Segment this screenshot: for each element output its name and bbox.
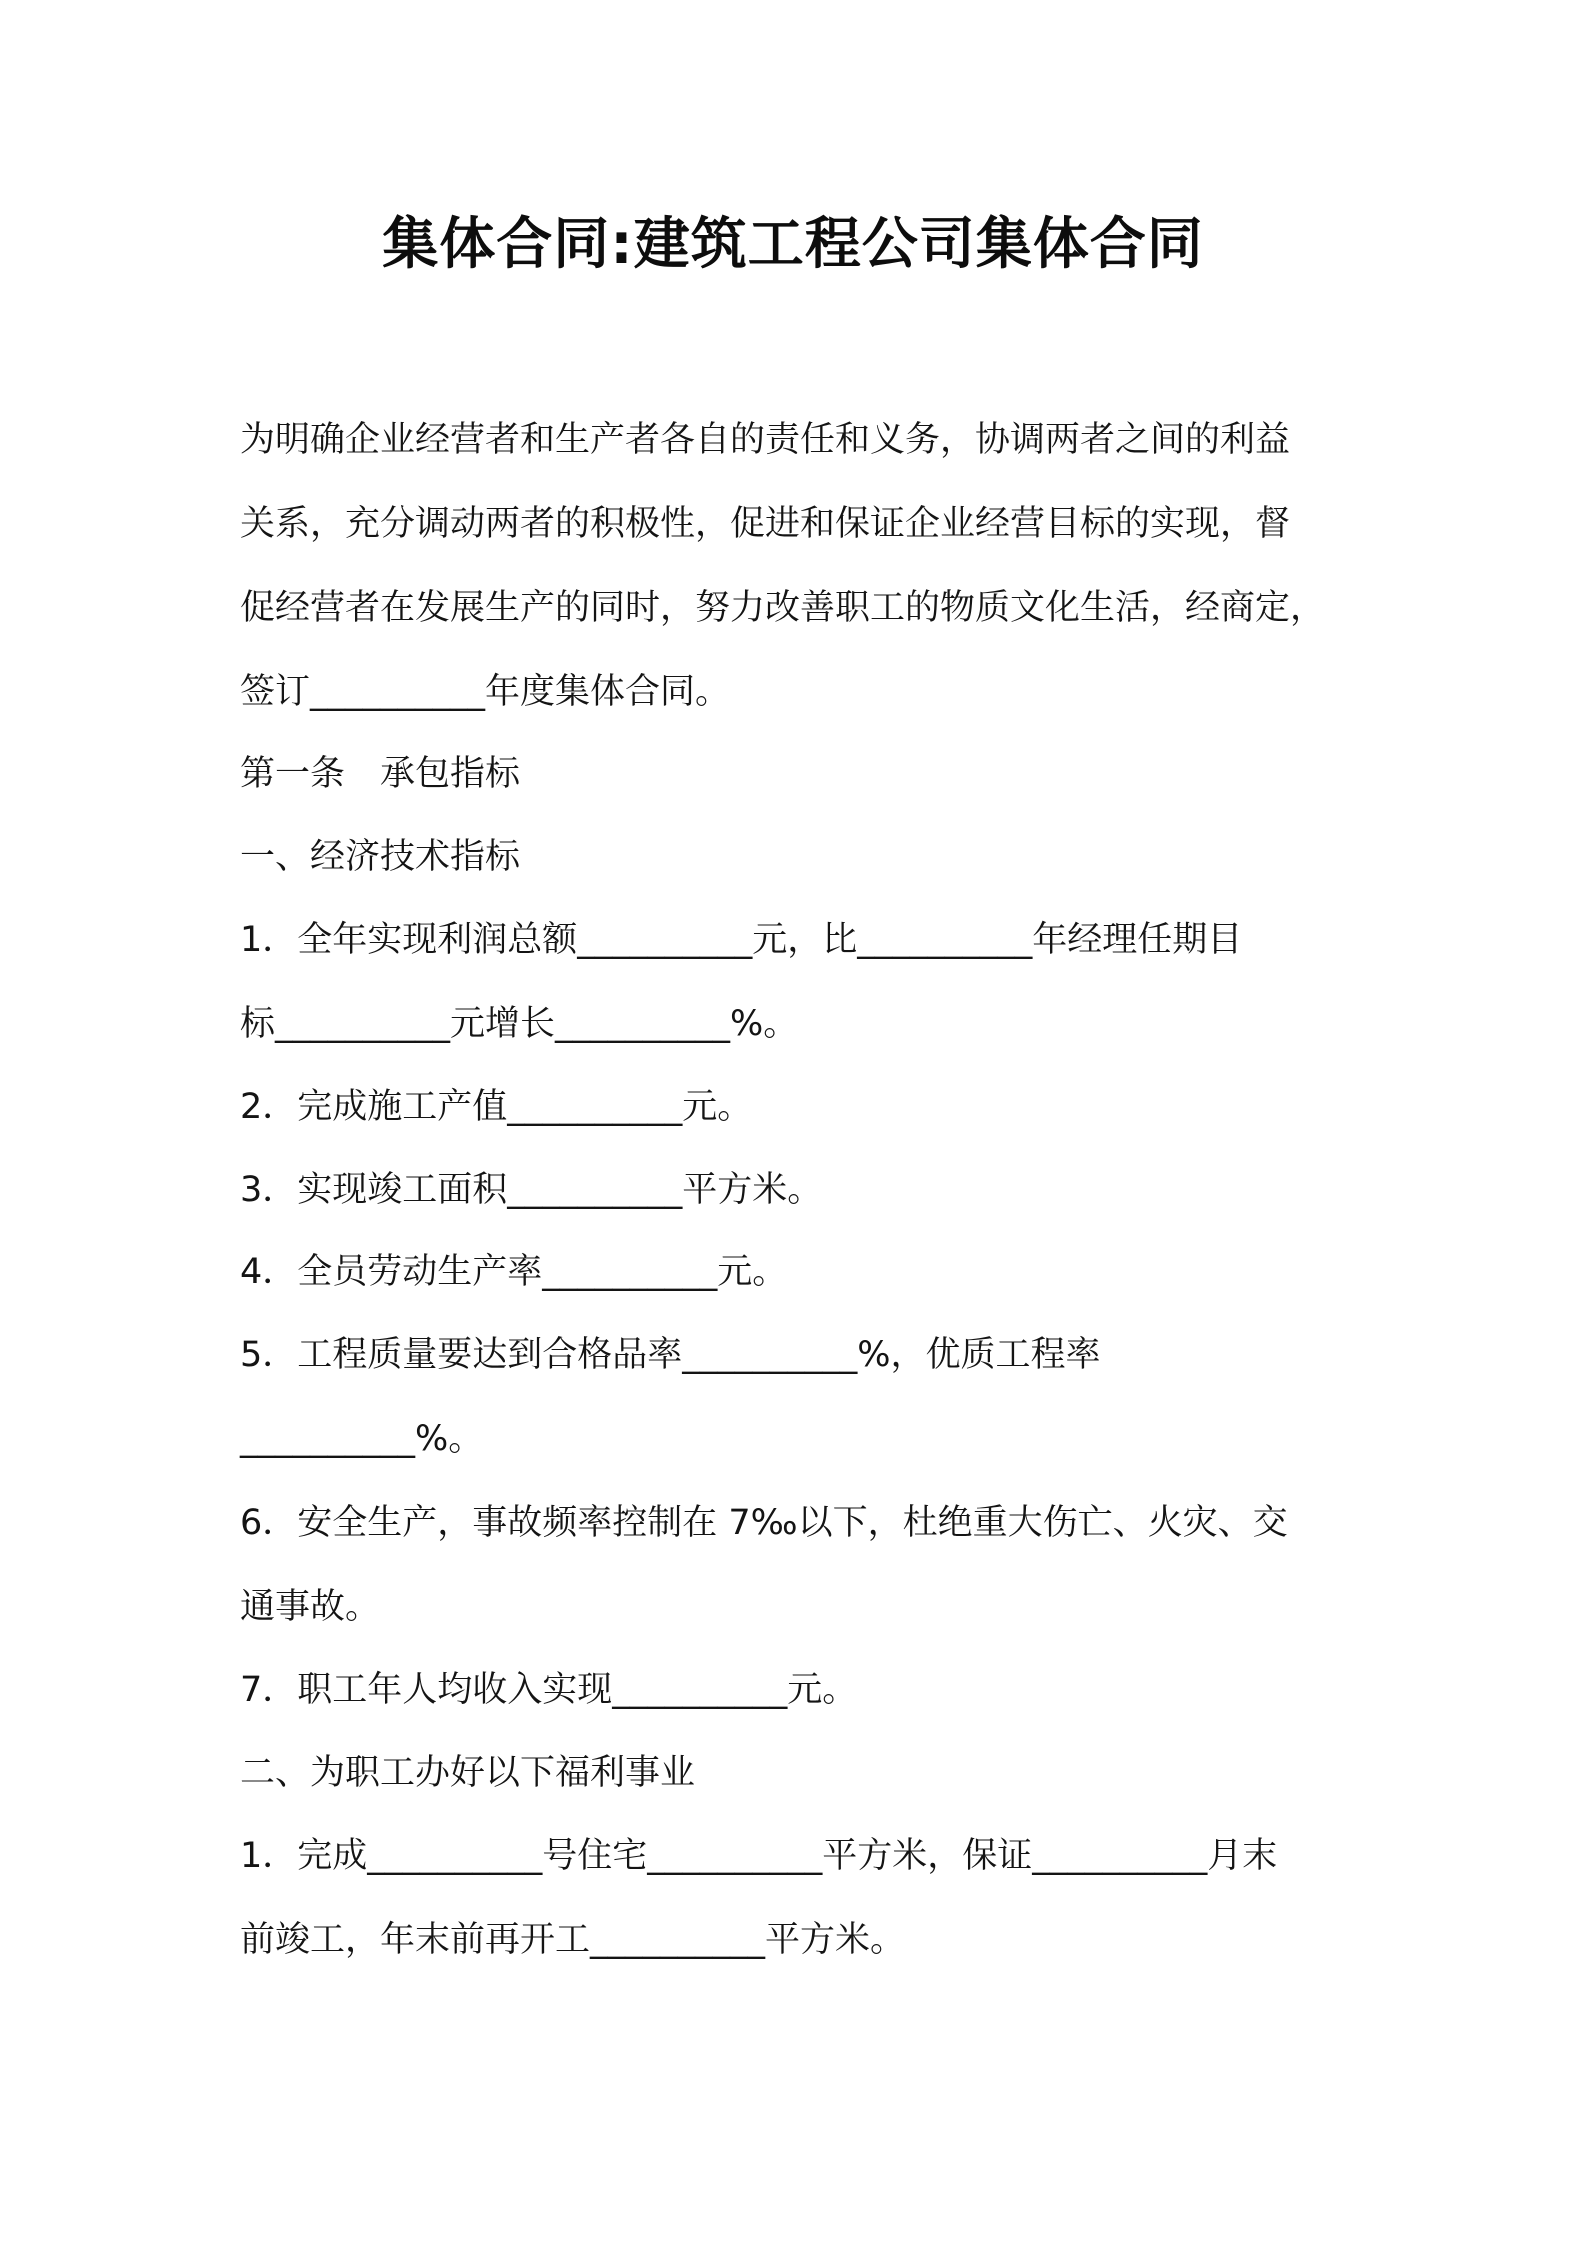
intro-line-3: 促经营者在发展生产的同时，努力改善职工的物质文化生活，经商定，: [240, 588, 1326, 628]
item-2: 2．完成施工产值__________元。: [240, 1087, 753, 1127]
intro-line-4: 签订__________年度集体合同。: [240, 672, 731, 712]
item-6-line-2: 通事故。: [240, 1587, 381, 1627]
item-5-line-2: __________%。: [240, 1419, 484, 1459]
item-7: 7．职工年人均收入实现__________元。: [240, 1670, 858, 1710]
item-3: 3．实现竣工面积__________平方米。: [240, 1170, 823, 1210]
section-1-heading: 一、经济技术指标: [240, 837, 521, 877]
document-title: 集体合同:建筑工程公司集体合同: [382, 212, 1204, 277]
welfare-item-1-line-2: 前竣工，年末前再开工__________平方米。: [240, 1920, 906, 1960]
item-4: 4．全员劳动生产率__________元。: [240, 1252, 788, 1292]
item-1-line-1: 1．全年实现利润总额__________元，比__________年经理任期目: [240, 920, 1243, 960]
article-1-heading: 第一条 承包指标: [240, 754, 521, 794]
welfare-item-1-line-1: 1．完成__________号住宅__________平方米，保证__________月末: [240, 1836, 1278, 1876]
intro-line-2: 关系，充分调动两者的积极性，促进和保证企业经营目标的实现，督: [240, 504, 1291, 544]
item-5-line-1: 5．工程质量要达到合格品率__________%，优质工程率: [240, 1335, 1101, 1375]
intro-line-1: 为明确企业经营者和生产者各自的责任和义务，协调两者之间的利益: [240, 420, 1291, 460]
section-2-heading: 二、为职工办好以下福利事业: [240, 1753, 696, 1793]
item-6-line-1: 6．安全生产，事故频率控制在 7‰以下，杜绝重大伤亡、火灾、交: [240, 1503, 1288, 1543]
item-1-line-2: 标__________元增长__________%。: [240, 1004, 799, 1044]
